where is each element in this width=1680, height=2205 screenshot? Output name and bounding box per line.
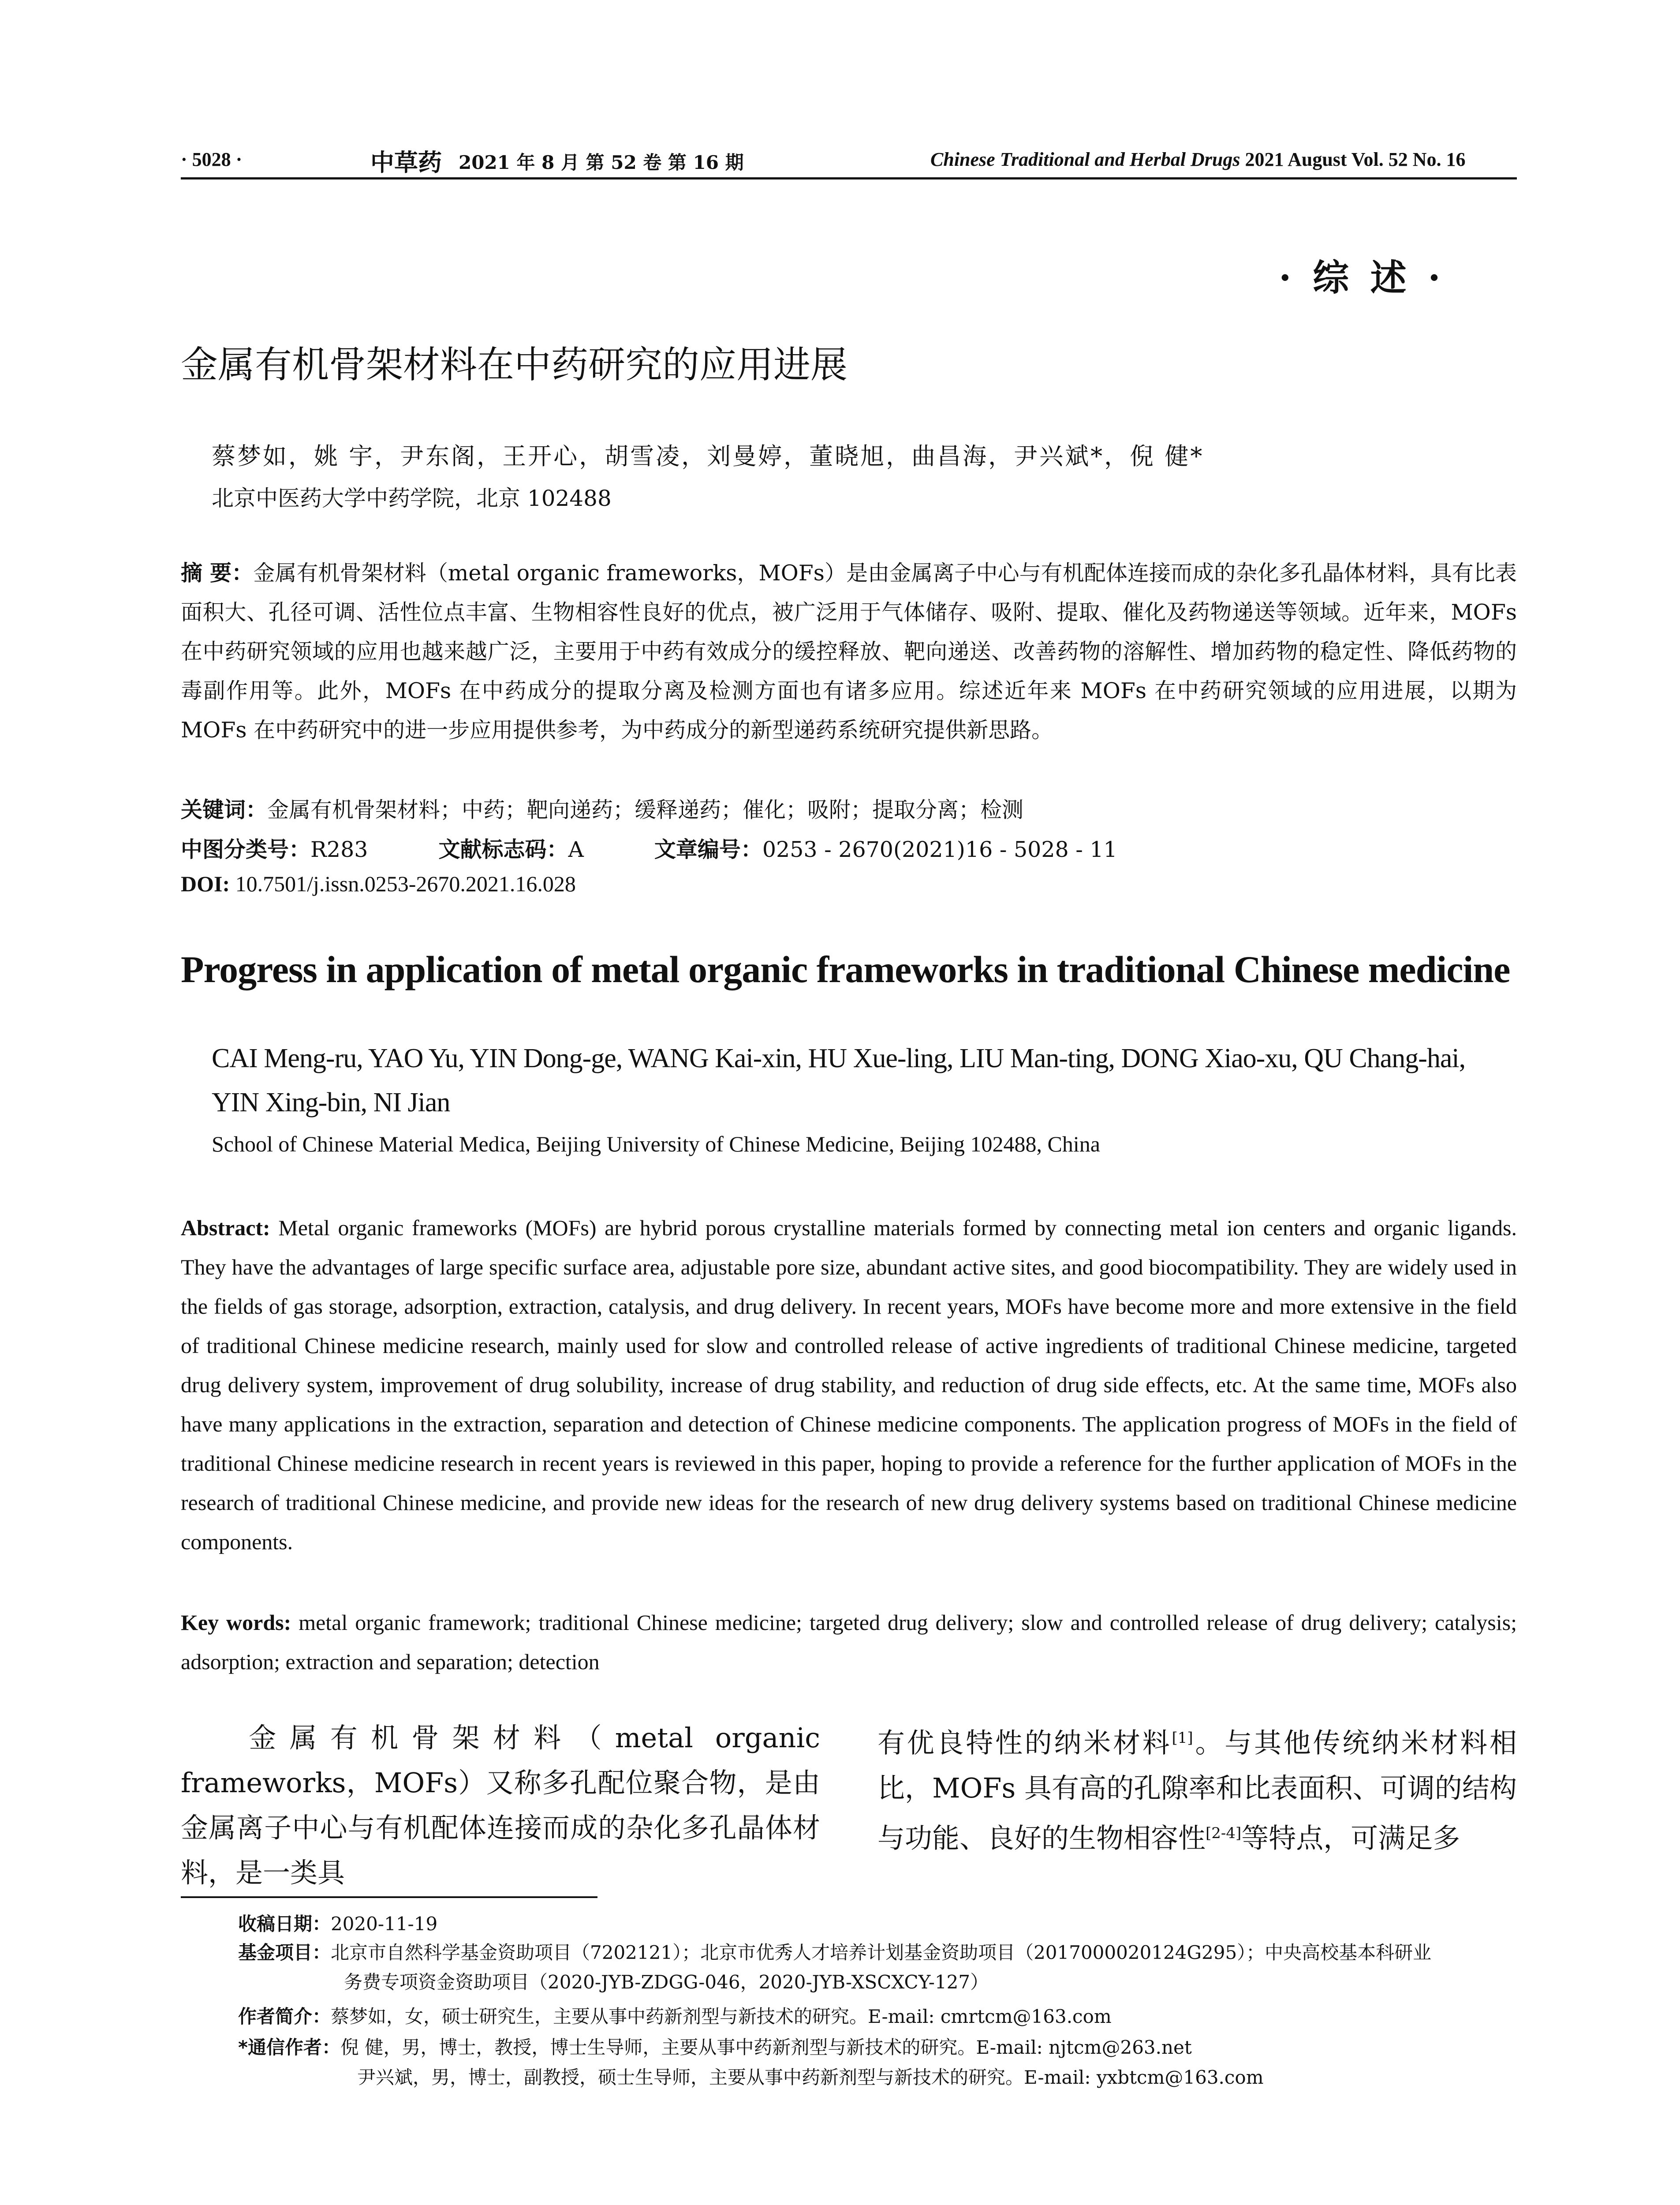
- citation-ref[interactable]: [1]: [1172, 1729, 1193, 1747]
- author-value: 蔡梦如，女，硕士研究生，主要从事中药新剂型与新技术的研究。E-mail: cmrtcm@163.com: [331, 2006, 1112, 2027]
- footnote-received: [238, 1910, 1517, 1936]
- article-title-cn: 金属有机骨架材料在中药研究的应用进展: [181, 343, 848, 386]
- corresponding-value-1: 倪 健，男，博士，教授，博士生导师，主要从事中药新剂型与新技术的研究。E-mail: njtcm@263.net: [340, 2037, 1192, 2058]
- article-number-value: 0253 - 2670(2021)16 - 5028 - 11: [762, 837, 1117, 862]
- abstract-en-text: Metal organic frameworks (MOFs) are hybrid porous crystalline materials formed by connecting metal ion centers and organic ligands. They have the advantages of large specific surface area, adjustable pore size, abundant active sites, and good biocompatibility. They are widely used in the fields of gas storage, adsorption, extraction, catalysis, and drug delivery. In recent years, MOFs have become more and more extensive in the field of traditional Chinese medicine research, mainly used for slow and controlled release of active ingredients of traditional Chinese medicine, targeted drug delivery system, improvement of drug solubility, increase of drug stability, and reduction of drug side effects, etc. At the same time, MOFs also have many applications in the extraction, separation and detection of Chinese medicine components. The application progress of MOFs in the field of traditional Chinese medicine research in recent years is reviewed in this paper, hoping to provide a reference for the further application of MOFs in the research of traditional Chinese medicine, and provide new ideas for the research of new drug delivery systems based on traditional Chinese medicine components.: [181, 1215, 1517, 1554]
- clc-label: 中图分类号：: [181, 837, 311, 862]
- classification-line: [181, 833, 1117, 863]
- body-text-b: 。与其他传统纳米材料相比，MOFs 具有高的孔隙率和比表面积、可调的结构与功能、良好的生物相容性: [877, 1727, 1517, 1854]
- keywords-en-text: metal organic framework; traditional Chinese medicine; targeted drug delivery; slow and controlled release of drug delivery; catalysis; adsorption; extraction and separation; detection: [181, 1610, 1517, 1674]
- body-paragraph-1: 金属有机骨架材料（metal organic frameworks，MOFs）又称多孔配位聚合物，是由金属离子中心与有机配体连接而成的杂化多孔晶体材料，是一类具: [181, 1722, 820, 1889]
- keywords-cn: [181, 793, 1023, 824]
- affiliation-cn: 北京中医药大学中药学院，北京 102488: [212, 486, 612, 511]
- header-rule: [181, 177, 1517, 179]
- issue-info-cn: 2021 年 8 月 第 52 卷 第 16 期: [459, 152, 744, 173]
- abstract-cn: [181, 553, 1517, 750]
- journal-name-en: Chinese Traditional and Herbal Drugs: [930, 149, 1240, 170]
- keywords-cn-text: 金属有机骨架材料；中药；靶向递药；缓释递药；催化；吸附；提取分离；检测: [267, 797, 1024, 822]
- citation-ref[interactable]: [2-4]: [1206, 1824, 1242, 1842]
- received-value: 2020-11-19: [331, 1913, 438, 1935]
- body-column-left: [181, 1715, 820, 1895]
- doi-line: [181, 871, 576, 897]
- footnote-corresponding: [238, 2033, 1517, 2059]
- footnote-rule: [181, 1896, 597, 1898]
- journal-info-en: [930, 148, 1466, 171]
- section-tag: · 综 述 ·: [1279, 257, 1445, 299]
- received-label: 收稿日期：: [238, 1913, 331, 1935]
- footnote-author: [238, 2002, 1517, 2029]
- running-header: [181, 140, 1521, 176]
- author-label: 作者简介：: [238, 2006, 331, 2027]
- issue-info-en: 2021 August Vol. 52 No. 16: [1245, 149, 1466, 170]
- body-column-right: [877, 1715, 1517, 1861]
- article-title-en: Progress in application of metal organic frameworks in traditional Chinese medicine: [181, 948, 1510, 990]
- abstract-en: [181, 1208, 1517, 1562]
- authors-en: CAI Meng-ru, YAO Yu, YIN Dong-ge, WANG Kai-xin, HU Xue-ling, LIU Man-ting, DONG Xiao-xu, QU Chang-hai, YIN Xing-bin, NI Jian: [212, 1043, 1466, 1117]
- page-number: · 5028 ·: [181, 149, 243, 170]
- fund-label: 基金项目：: [238, 1942, 331, 1963]
- doc-code-label: 文献标志码：: [438, 837, 568, 862]
- doc-code-value: A: [568, 837, 584, 862]
- abstract-en-label: Abstract:: [181, 1215, 270, 1240]
- keywords-cn-label: 关键词：: [181, 797, 268, 822]
- corresponding-label: *通信作者：: [238, 2037, 340, 2058]
- body-text-a: 有优良特性的纳米材料: [877, 1727, 1172, 1759]
- keywords-en-label: Key words:: [181, 1610, 291, 1635]
- doi-label: DOI:: [181, 871, 230, 896]
- affiliation-en: School of Chinese Material Medica, Beijing University of Chinese Medicine, Beijing 102488, China: [212, 1132, 1100, 1156]
- authors-cn: 蔡梦如，姚 宇，尹东阁，王开心，胡雪凌，刘曼婷，董晓旭，曲昌海，尹兴斌*，倪 健*: [212, 442, 1204, 470]
- body-text-c: 等特点，可满足多: [1241, 1822, 1460, 1854]
- journal-name-cn: 中草药: [370, 148, 442, 176]
- abstract-cn-text: 金属有机骨架材料（metal organic frameworks，MOFs）是由金属离子中心与有机配体连接而成的杂化多孔晶体材料，具有比表面积大、孔径可调、活性位点丰富、生物相容性良好的优点，被广泛用于气体储存、吸附、提取、催化及药物递送等领域。近年来，MOFs 在中药研究领域的应用也越来越广泛，主要用于中药有效成分的缓控释放、靶向递送、改善药物的溶解性、增加药物的稳定性、降低药物的毒副作用等。此外，MOFs 在中药成分的提取分离及检测方面也有诸多应用。综述近年来 MOFs 在中药研究领域的应用进展，以期为 MOFs 在中药研究中的进一步应用提供参考，为中药成分的新型递药系统研究提供新思路。: [181, 561, 1517, 743]
- fund-value-1: 北京市自然科学基金资助项目（7202121）；北京市优秀人才培养计划基金资助项目（2017000020124G295）；中央高校基本科研业: [331, 1942, 1432, 1963]
- footnote-fund: [238, 1938, 1517, 1965]
- doi-value[interactable]: 10.7501/j.issn.0253-2670.2021.16.028: [235, 871, 576, 896]
- clc-value: R283: [310, 837, 368, 862]
- fund-value-2: 务费专项资金资助项目（2020-JYB-ZDGG-046，2020-JYB-XSCXCY-127）: [344, 1971, 989, 1993]
- keywords-en: [181, 1603, 1517, 1682]
- abstract-cn-label: 摘 要：: [181, 561, 254, 586]
- article-number-label: 文章编号：: [654, 837, 762, 862]
- corresponding-value-2: 尹兴斌，男，博士，副教授，硕士生导师，主要从事中药新剂型与新技术的研究。E-mail: yxbtcm@163.com: [357, 2067, 1264, 2088]
